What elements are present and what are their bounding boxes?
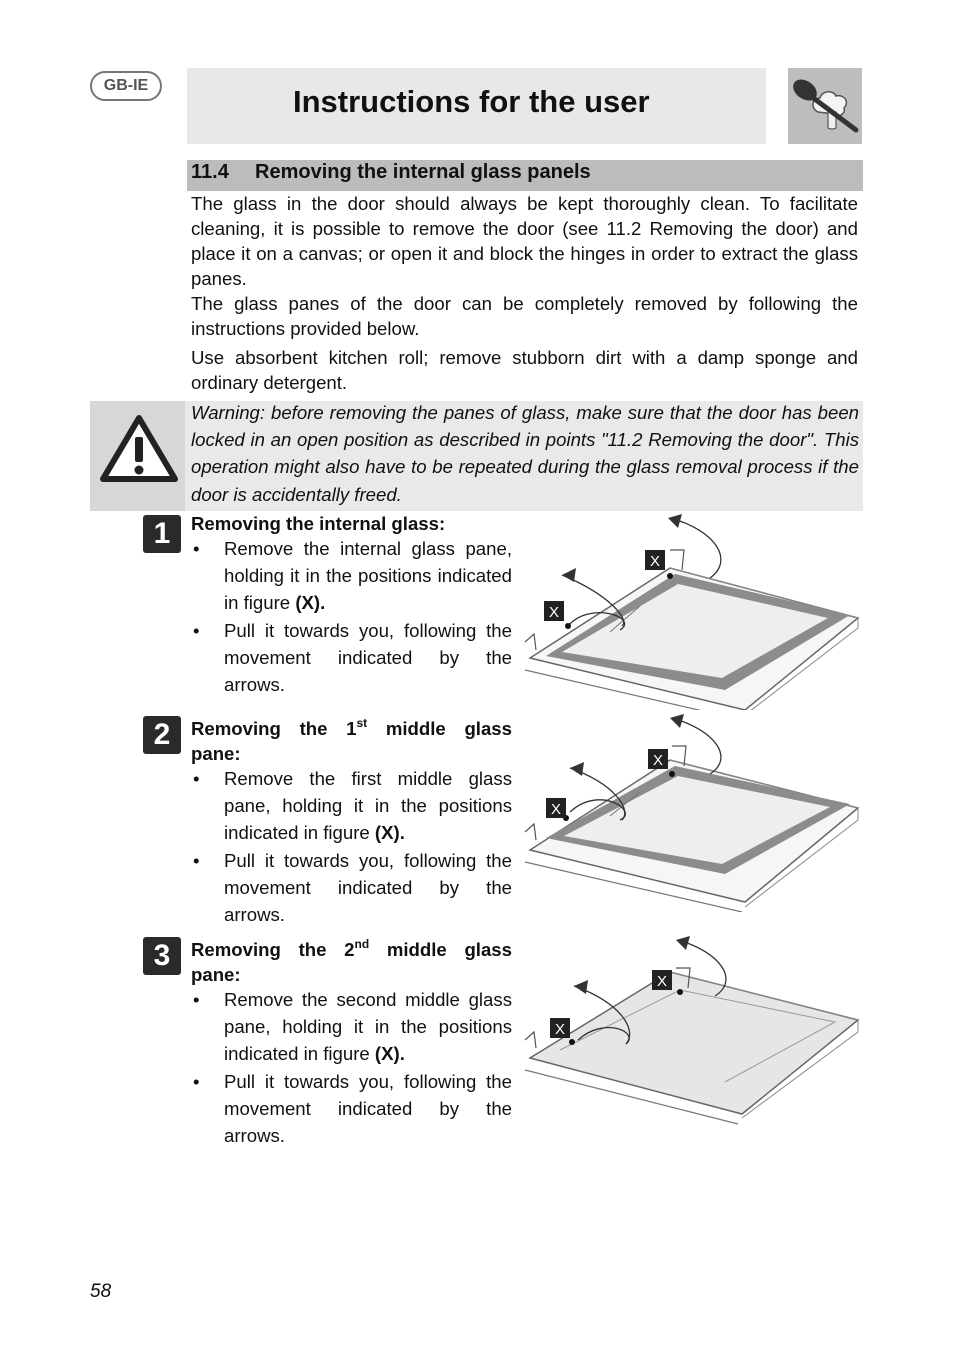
bullet-glyph: • xyxy=(193,619,200,641)
step-title: Removing the internal glass: xyxy=(191,513,446,534)
door-glass-illustration xyxy=(520,510,865,710)
step-number-badge: 3 xyxy=(143,937,181,975)
ordinal-suffix: st xyxy=(356,715,368,730)
chef-spoon-icon xyxy=(788,68,862,144)
bullet-text: Pull it towards you, following the movement indicated by the arrows. xyxy=(224,619,512,696)
grip-marker: X xyxy=(649,553,661,570)
list-item xyxy=(191,535,512,617)
step-title-text: Removing the 2 xyxy=(191,939,355,960)
bullet-glyph: • xyxy=(193,768,200,789)
list-item xyxy=(191,617,512,699)
intro-paragraph: Use absorbent kitchen roll; remove stubborn dirt with a damp sponge and ordinary detergent. xyxy=(191,347,858,393)
list-item xyxy=(191,986,512,1068)
door-glass-illustration xyxy=(520,712,865,912)
page-number: 58 xyxy=(90,1281,112,1302)
intro-paragraph: The glass in the door should always be kept thoroughly clean. To facilitate cleaning, it is possible to remove the door (see 11.2 Removing the door) and place it on a canvas; or open it and block the hinges in order to extract the glass panes. xyxy=(191,193,858,289)
bullet-text: Pull it towards you, following the movement indicated by the arrows. xyxy=(224,1070,512,1147)
figure-reference: (X). xyxy=(295,592,326,614)
bullet-glyph: • xyxy=(193,849,200,871)
bullet-text: Remove the second middle glass pane, holding it in the positions indicated in figure xyxy=(224,989,512,1065)
section-title: Removing the internal glass panels xyxy=(255,161,591,183)
step-title xyxy=(191,716,512,766)
grip-marker: X xyxy=(652,752,664,769)
grip-marker: X xyxy=(554,1021,566,1038)
bullet-text: Remove the internal glass pane, holding it in the positions indicated in figure xyxy=(224,538,512,614)
figure-reference: (X). xyxy=(374,822,405,844)
bullet-glyph: • xyxy=(193,1070,200,1092)
warning-icon-panel xyxy=(90,401,185,511)
list-item xyxy=(191,847,512,929)
door-glass-illustration xyxy=(520,932,865,1132)
step-instructions xyxy=(191,535,512,698)
bullet-text: Remove the first middle glass pane, holding it in the positions indicated in figure xyxy=(224,768,512,844)
bullet-glyph: • xyxy=(193,989,200,1010)
grip-marker: X xyxy=(548,604,560,621)
language-badge-label: GB-IE xyxy=(103,77,149,94)
step-title-text: middle glass pane: xyxy=(191,939,512,985)
warning-text: Warning: before removing the panes of glass, make sure that the door has been locked in an open position as described in points "11.2 Removing the door". This operation might also have to be repeated during the glass removal process if the door is accidentally freed. xyxy=(191,402,859,505)
grip-marker: X xyxy=(550,801,562,818)
step-title-text: Removing the 1 xyxy=(191,718,357,739)
bullet-glyph: • xyxy=(193,538,200,559)
language-badge xyxy=(90,71,162,101)
step-number-badge: 2 xyxy=(143,716,181,754)
step-title xyxy=(191,937,512,987)
section-heading xyxy=(191,160,591,184)
warning-triangle-icon xyxy=(99,413,179,483)
step-number-badge: 1 xyxy=(143,515,181,553)
figure-reference: (X). xyxy=(374,1043,405,1065)
page-title: Instructions for the user xyxy=(293,84,650,119)
ordinal-suffix: nd xyxy=(354,936,370,951)
list-item xyxy=(191,1068,512,1150)
section-number: 11.4 xyxy=(191,161,229,183)
grip-marker: X xyxy=(656,973,668,990)
intro-paragraph: The glass panes of the door can be completely removed by following the instructions provided below. xyxy=(191,293,858,339)
step-instructions xyxy=(191,765,512,928)
list-item xyxy=(191,765,512,847)
bullet-text: Pull it towards you, following the movement indicated by the arrows. xyxy=(224,849,512,926)
step-instructions xyxy=(191,986,512,1149)
step-title-text: middle glass pane: xyxy=(191,718,512,764)
